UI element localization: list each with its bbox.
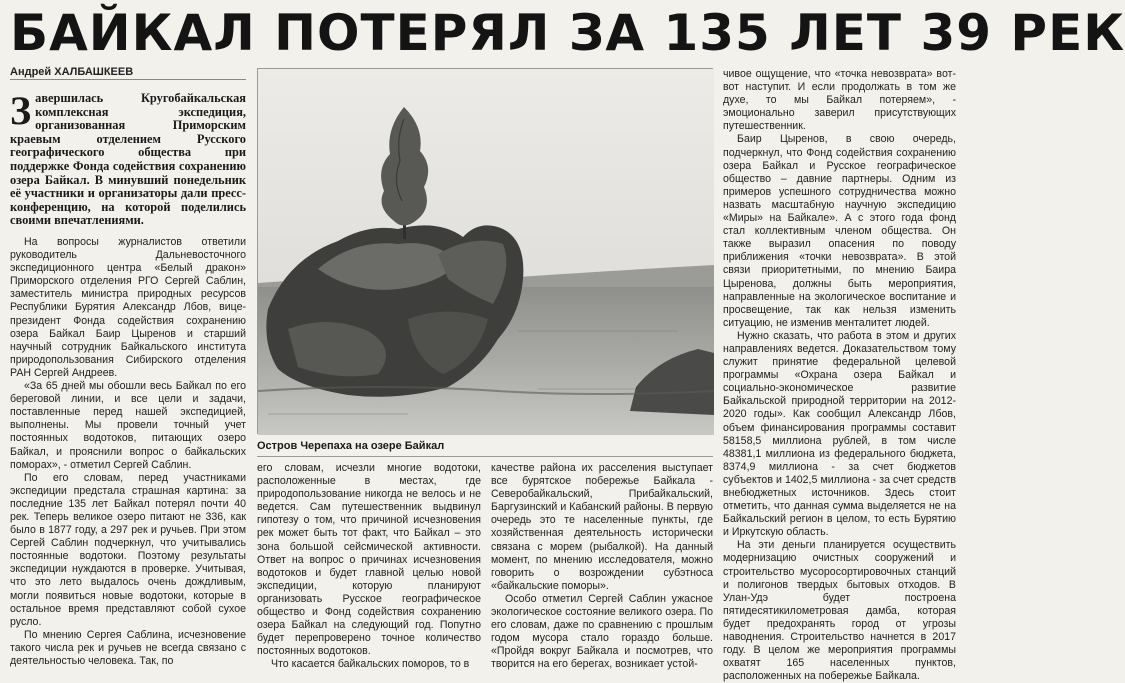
article-column-2 bbox=[257, 462, 481, 671]
turtle-rock-photo bbox=[258, 69, 714, 435]
dropcap-letter: З bbox=[10, 88, 32, 133]
paragraph: На эти деньги планируется осуществить модернизацию очистных сооружений и строительство мусоросортировочных станций и полигонов твердых бытовых отходов. В Улан-Удэ будет построена пятидесятикилометровая дамба, которая будет предохранять город от угрозы наводнения. Строительство начнется в 2017 году. В целом же мероприятия программы охватят 165 населенных пунктов, расположенных на побережье Байкала. bbox=[723, 539, 956, 683]
article-column-3 bbox=[491, 462, 713, 671]
paragraph: чивое ощущение, что «точка невозврата» вот-вот наступит. И если продолжать в том же духе, то мы Байкал потеряем», - эмоционально заверил присутствующих путешественник. bbox=[723, 68, 956, 133]
article-column-4 bbox=[723, 68, 956, 683]
paragraph: Нужно сказать, что работа в этом и других направлениях ведется. Доказательством тому служит принятие федеральной целевой программы «Охрана озера Байкал и социально-экономическое развитие Байкальской природной территории на 2012-2020 годы». Как сообщил Александр Лбов, объем финансирования программы составит 58158,5 миллиона рублей, в том числе 48381,1 миллиона из федерального бюджета, 8374,9 миллиона - за счет бюджетов субъектов и 1402,5 миллиона - за счет средств внебюджетных источников. Здесь стоит отметить, что данная сумма выделяется не на Байкальский регион в целом, то есть Бурятию и Иркутскую область. bbox=[723, 329, 956, 539]
paragraph: По мнению Сергея Саблина, исчезновение такого числа рек и ручьев не всегда связано с деятельностью человека. Так, по bbox=[10, 628, 246, 667]
paragraph: Особо отметил Сергей Саблин ужасное экологическое состояние великого озера. По его словам, даже по сравнению с прошлым годом мусора стало гораздо больше. «Пройдя вокруг Байкала и посмотрев, что творится на его берегах, возникает устой- bbox=[491, 592, 713, 671]
paragraph: Баир Цыренов, в свою очередь, подчеркнул, что Фонд содействия сохранению озера Байкал и Русское географическое общество – давние партнеры. Одним из примеров успешного сотрудничества можно назвать масштабную научную экспедицию «Миры» на Байкале». А с этого года фонд стал коллективным членом общества. Он также выразил опасения по поводу приближения «точки невозврата». В этой связи приоритетными, по мнению Баира Цыренова, должны быть мероприятия, направленные на экологическое воспитание и просвещение, так как нельзя изменить ситуацию, не изменив менталитет людей. bbox=[723, 133, 956, 329]
paragraph: его словам, исчезли многие водотоки, расположенные в местах, где природопользование никогда не велось и не ведется. Сам путешественник выдвинул гипотезу о том, что причиной исчезновения рек может быть тот факт, что Байкал – это зона большой сейсмической активности. Ответ на вопрос о причинах исчезновения водотоков и будет главной целью новой экспедиции, которую планируют организовать Русское географическое общество и Фонд содействия сохранению озера Байкал на следующий год. Попутно будет перепроверено точное количество постоянных водотоков. bbox=[257, 462, 481, 658]
paragraph: На вопросы журналистов ответили руководитель Дальневосточного экспедиционного центра «Белый дракон» Приморского отделения РГО Сергей Саблин, заместитель министра природных ресурсов Республики Бурятия Александр Лбов, вице-президент Фонда содействия сохранению озера Байкал Баир Цыренов и старший научный сотрудник Байкальского института природопользования Сибирского отделения РАН Сергей Андреев. bbox=[10, 236, 246, 379]
photo-caption: Остров Черепаха на озере Байкал bbox=[257, 440, 445, 452]
lead-paragraph bbox=[10, 88, 246, 228]
paragraph: «За 65 дней мы обошли весь Байкал по его береговой линии, и все цели и задачи, поставленные перед нашей экспедицией, выполнены. Мы провели точный учет постоянных водотоков, питающих озеро Байкал, и прояснили вопрос о байкальских поморах», - отметил Сергей Саблин. bbox=[10, 380, 246, 471]
paragraph: Что касается байкальских поморов, то в bbox=[271, 658, 470, 671]
caption-divider bbox=[257, 456, 713, 457]
headline: БАЙКАЛ ПОТЕРЯЛ ЗА 135 ЛЕТ 39 РЕК bbox=[10, 4, 1125, 62]
article-column-1 bbox=[10, 236, 246, 668]
author-byline: Андрей ХАЛБАШКЕЕВ bbox=[10, 66, 246, 80]
article-photo bbox=[257, 68, 713, 434]
paragraph: По его словам, перед участниками экспедиции предстала страшная картина: за последние 135 лет Байкал потерял почти 40 рек. Теперь великое озеро питают не 336, как было в 1877 году, а 297 рек и ручьев. При этом Сергей Саблин подчеркнул, что учитывались постоянные водотоки. Поэтому результаты экспедиции нуждаются в проверке. Учитывая, что это лето выдалось очень дождливым, могли появиться новые водотоки, которые в остальное время представляют собой сухое русло. bbox=[10, 471, 246, 628]
lead-text: авершилась Кругобайкальская комплексная экспедиция, организованная Приморским краевым отделением Русского географического общества при поддержке Фонда содействия сохранению озера Байкал. В минувший понедельник её участники и организаторы дали пресс-конференцию, на которой поделились своими впечатлениями. bbox=[10, 91, 246, 228]
paragraph: качестве района их расселения выступает все бурятское побережье Байкала - Северобайкальский, Прибайкальский, Баргузинский и Кабанский районы. В первую очередь это те населенные пункты, где хозяйственная деятельность исторически связана с морем (рыбалкой). На данный момент, по мнению исследователя, можно говорить о возрождении субэтноса «байкальские поморы». bbox=[491, 462, 713, 592]
